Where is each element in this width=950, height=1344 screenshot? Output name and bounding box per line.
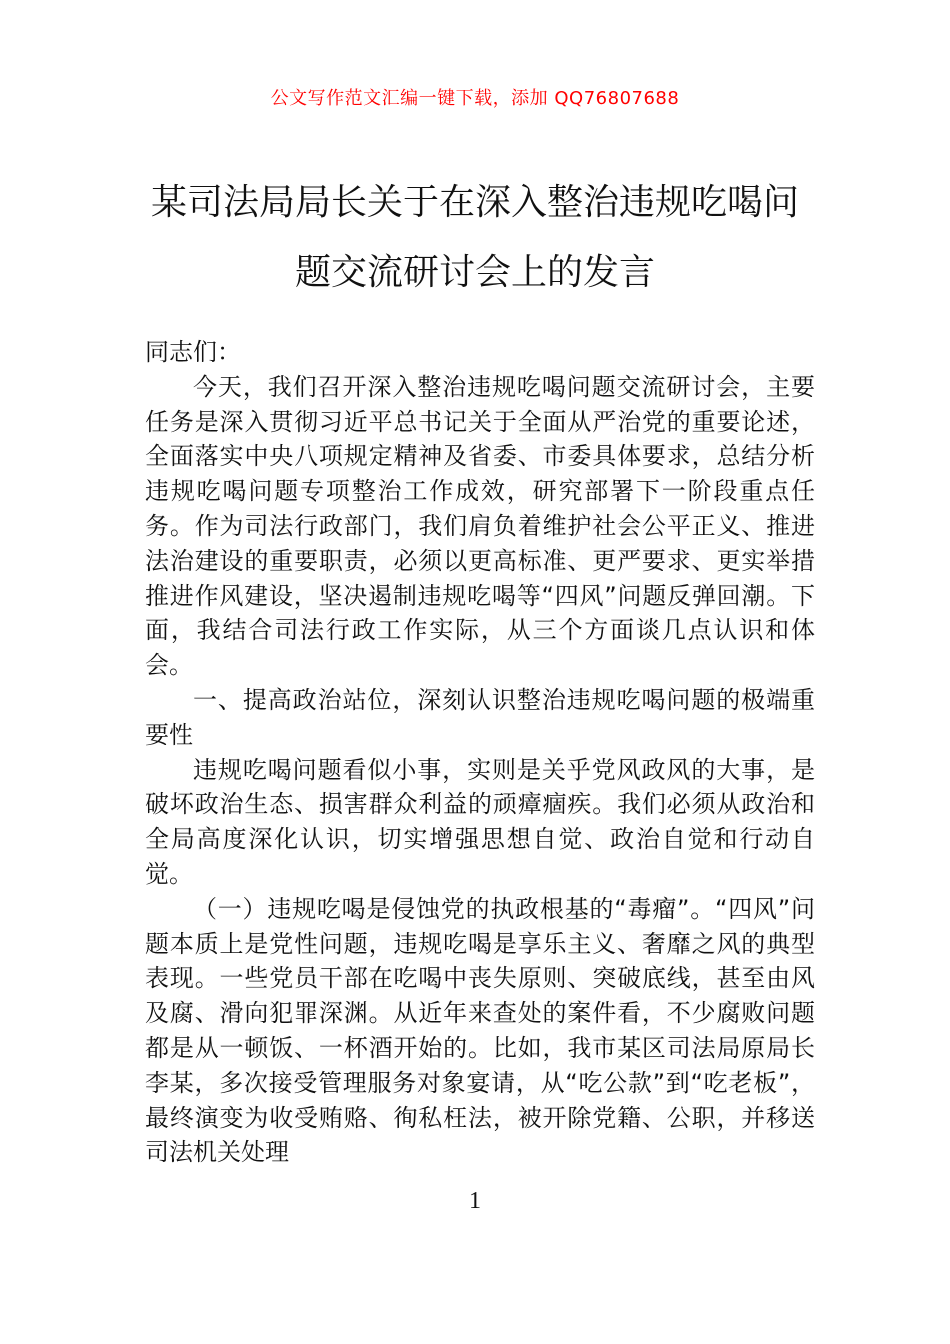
document-title (130, 168, 820, 308)
paragraph-subsection-1: （一）违规吃喝是侵蚀党的执政根基的“毒瘤”。“四风”问题本质上是党性问题，违规吃喝是享乐主义、奢靡之风的典型表现。一些党员干部在吃喝中丧失原则、突破底线，甚至由风及腐、滑向犯罪深渊。从近年来查处的案件看，不少腐败问题都是从一顿饭、一杯酒开始的。比如，我市某区司法局原局长李某，多次接受管理服务对象宴请，从“吃公款”到“吃老板”，最终演变为收受贿赂、徇私枉法，被开除党籍、公职，并移送司法机关处理 (145, 894, 815, 1167)
page-number: 1 (469, 1188, 481, 1214)
paragraph-section-1: 违规吃喝问题看似小事，实则是关乎党风政风的大事，是破坏政治生态、损害群众利益的顽瘴痼疾。我们必须从政治和全局高度深化认识，切实增强思想自觉、政治自觉和行动自觉。 (145, 755, 815, 888)
title-line-1: 某司法局局长关于在深入整治违规吃喝问 (150, 182, 799, 223)
paragraph-intro: 今天，我们召开深入整治违规吃喝问题交流研讨会，主要任务是深入贯彻习近平总书记关于全面从严治党的重要论述，全面落实中央八项规定精神及省委、市委具体要求，总结分析违规吃喝问题专项整治工作成效，研究部署下一阶段重点任务。作为司法行政部门，我们肩负着维护社会公平正义、推进法治建设的重要职责，必须以更高标准、更严要求、更实举措推进作风建设，坚决遏制违规吃喝等“四风”问题反弹回潮。下面，我结合司法行政工作实际，从三个方面谈几点认识和体会。 (145, 372, 815, 680)
title-line-2: 题交流研讨会上的发言 (294, 252, 655, 293)
salutation: 同志们： (145, 338, 241, 366)
section-heading-1: 一、提高政治站位，深刻认识整治违规吃喝问题的极端重要性 (145, 685, 815, 749)
document-body (145, 335, 815, 1170)
header-ad-text[interactable]: 公文写作范文汇编一键下载，添加 QQ76807688 (270, 88, 680, 109)
